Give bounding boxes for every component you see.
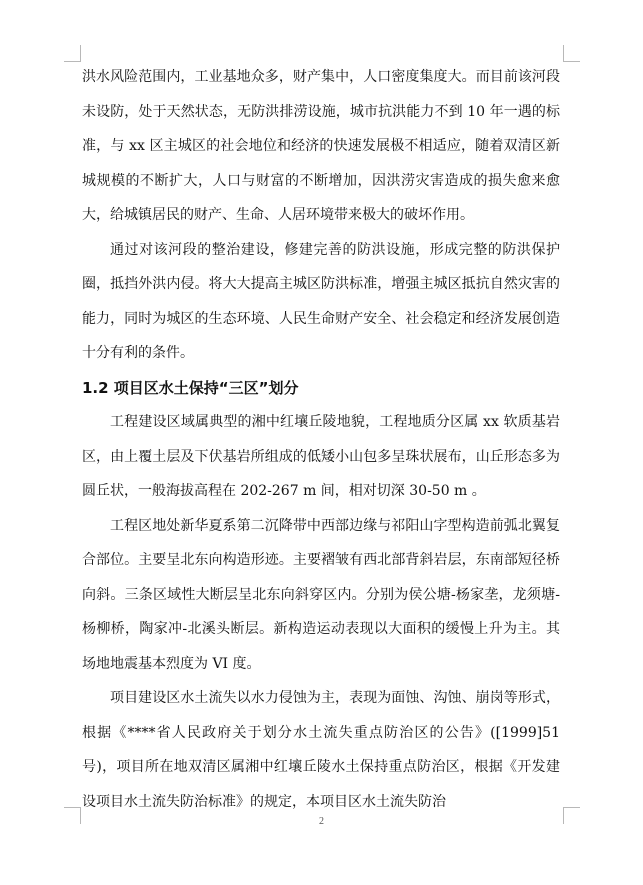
- paragraph-flood-control: 通过对该河段的整治建设，修建完善的防洪设施，形成完整的防洪保护圈，抵挡外洪内侵。将大大提高主城区防洪标准，增强主城区抵抗自然灾害的能力，同时为城区的生态环境、人民生命财产安全、社会稳定和经济发展创造十分有利的条件。: [82, 241, 560, 361]
- paragraph-terrain: 工程建设区域属典型的湘中红壤丘陵地貌，工程地质分区属 xx 软质基岩区，由上覆土层及下伏基岩所组成的低矮小山包多呈珠状展布，山丘形态多为圆丘状，一般海拔高程在 202-267 m 间，相对切深 30-50 m 。: [82, 414, 560, 499]
- crop-mark-top-right: [563, 45, 580, 62]
- paragraph-flood-risk: 洪水风险范围内，工业基地众多，财产集中，人口密度集度大。而目前该河段未设防，处于天然状态，无防洪排涝设施，城市抗洪能力不到 10 年一遇的标准，与 xx 区主城区的社会地位和经济的快速发展极不相适应，随着双清区新城规模的不断扩大，人口与财富的不断增加，因洪涝灾害造成的损失愈来愈大，给城镇居民的财产、生命、人居环境带来极大的破坏作用。: [82, 69, 560, 223]
- page-number: 2: [319, 816, 324, 827]
- paragraph-geology: 工程区地处新华夏系第二沉降带中西部边缘与祁阳山字型构造前弧北翼复合部位。主要呈北东向构造形迹。主要褶皱有西北部背斜岩层，东南部短径桥向斜。三条区域性大断层呈北东向斜穿区内。分别为侯公塘-杨家垄，龙须塘-杨柳桥，陶家冲-北溪头断层。新构造运动表现以大面积的缓慢上升为主。其场地地震基本烈度为 VI 度。: [82, 517, 560, 672]
- section-heading: 1.2 项目区水土保持“三区”划分: [82, 378, 299, 397]
- crop-mark-top-left: [64, 45, 81, 62]
- paragraph-soil-erosion: 项目建设区水土流失以水力侵蚀为主，表现为面蚀、沟蚀、崩岗等形式，根据《****省人民政府关于划分水土流失重点防治区的公告》([1999]51 号)，项目所在地双清区属湘中红壤丘陵水土保持重点防治区，根据《开发建设项目水土流失防治标准》的规定，本项目区水土流失防治: [82, 690, 560, 810]
- document-body: [82, 60, 560, 819]
